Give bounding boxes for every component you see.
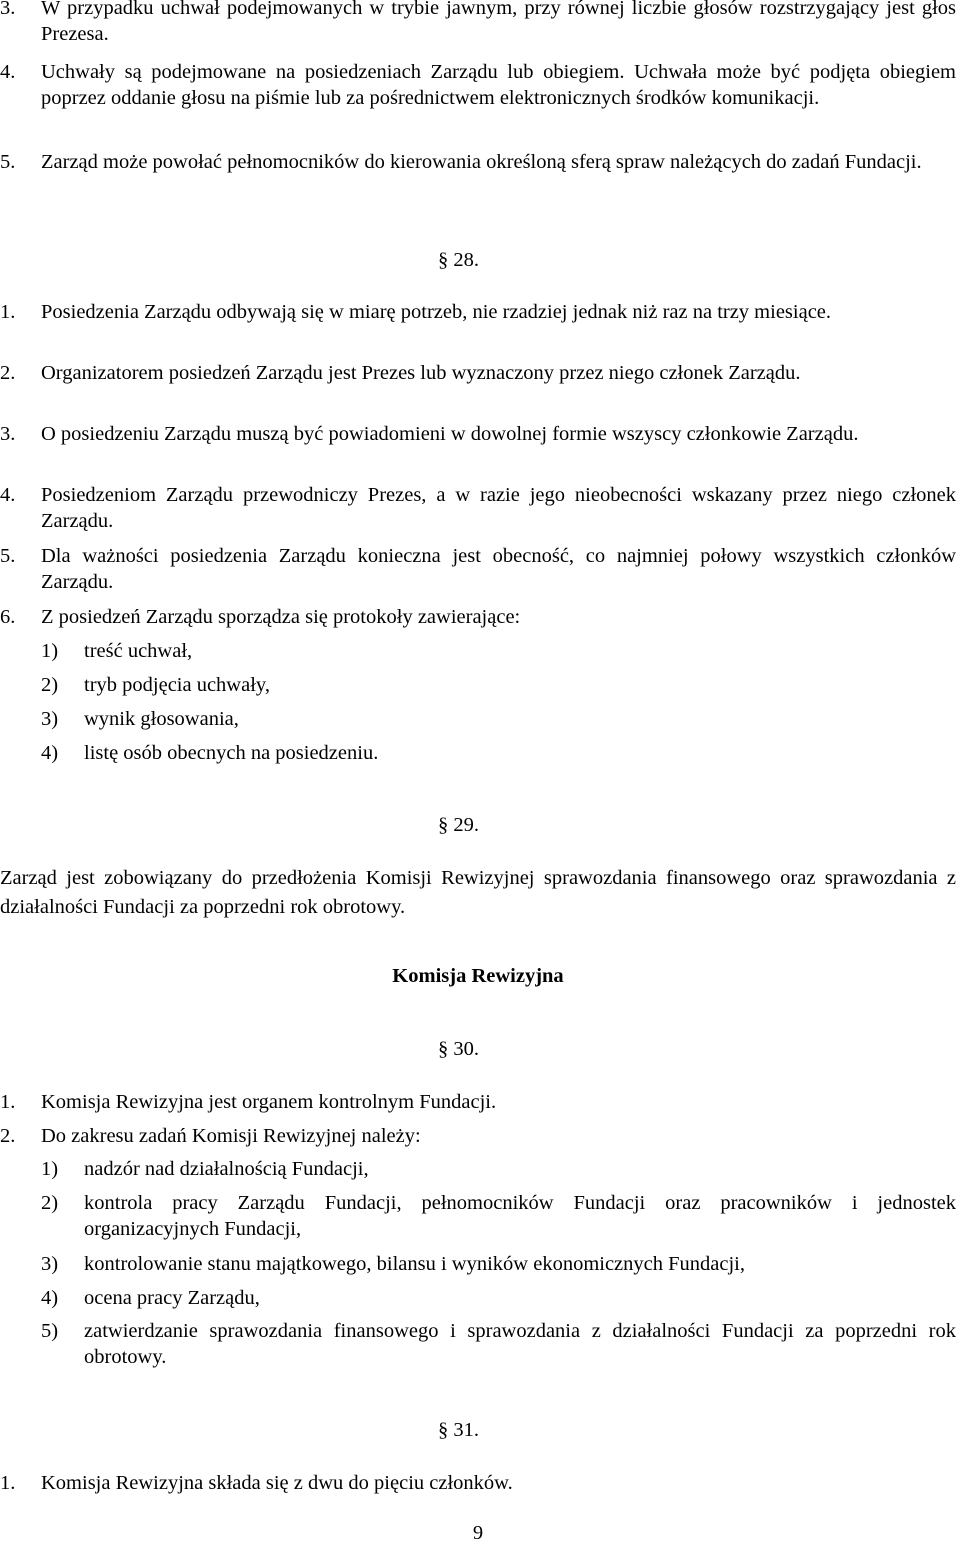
- sub-item-number: 1): [41, 1158, 59, 1180]
- item-number: 4.: [0, 484, 16, 506]
- item-text: W przypadku uchwał podejmowanych w trybie jawnym, przy równej liczbie głosów rozstrzygający jest głos Prezesa.: [41, 0, 956, 45]
- sub-item-number: 4): [41, 1287, 59, 1309]
- list-item: [0, 482, 956, 534]
- item-number: 5.: [0, 151, 16, 173]
- item-number: 3.: [0, 0, 16, 19]
- sub-list-item: [41, 1318, 956, 1370]
- item-number: 6.: [0, 606, 16, 628]
- section-number-30: § 30.: [438, 1038, 479, 1060]
- sub-item-text: wynik głosowania,: [84, 708, 239, 730]
- sub-item-number: 3): [41, 1253, 59, 1275]
- list-item: [0, 149, 956, 175]
- sub-item-number: 5): [41, 1320, 59, 1342]
- item-number: 2.: [0, 1125, 16, 1147]
- list-item: [0, 1470, 956, 1496]
- sub-item-text: tryb podjęcia uchwały,: [84, 674, 270, 696]
- item-text: Komisja Rewizyjna jest organem kontrolnym Fundacji.: [41, 1091, 497, 1113]
- sub-list-item: [41, 672, 956, 698]
- item-text: Organizatorem posiedzeń Zarządu jest Prezes lub wyznaczony przez niego członek Zarządu.: [41, 362, 801, 384]
- list-item: [0, 421, 956, 447]
- item-text: Uchwały są podejmowane na posiedzeniach Zarządu lub obiegiem. Uchwała może być podjęta obiegiem poprzez oddanie głosu na piśmie lub za pośrednictwem elektronicznych środków komunikacji.: [41, 61, 956, 109]
- sub-item-text: ocena pracy Zarządu,: [84, 1287, 260, 1309]
- sub-list-item: [41, 740, 956, 766]
- sub-item-text: zatwierdzanie sprawozdania finansowego i sprawozdania z działalności Fundacji za poprzedni rok obrotowy.: [84, 1320, 956, 1368]
- item-text: Zarząd może powołać pełnomocników do kierowania określoną sferą spraw należących do zadań Fundacji.: [41, 151, 922, 173]
- section-number-29: § 29.: [438, 814, 479, 836]
- sub-item-number: 1): [41, 640, 59, 662]
- sub-item-number: 3): [41, 708, 59, 730]
- paragraph-text: Zarząd jest zobowiązany do przedłożenia Komisji Rewizyjnej sprawozdania finansowego oraz sprawozdania z działalności Fundacji za poprzedni rok obrotowy.: [0, 867, 956, 918]
- sub-list-item: [41, 1156, 956, 1182]
- sub-item-text: nadzór nad działalnością Fundacji,: [84, 1158, 369, 1180]
- item-text: Z posiedzeń Zarządu sporządza się protokoły zawierające:: [41, 606, 521, 628]
- list-item: [0, 604, 956, 630]
- sub-list-item: [41, 638, 956, 664]
- sub-item-text: treść uchwał,: [84, 640, 193, 662]
- item-number: 3.: [0, 423, 16, 445]
- section-number-28: § 28.: [438, 249, 479, 271]
- sub-item-text: kontrolowanie stanu majątkowego, bilansu i wyników ekonomicznych Fundacji,: [84, 1253, 745, 1275]
- sub-list-item: [41, 706, 956, 732]
- item-number: 1.: [0, 301, 16, 323]
- sub-item-text: kontrola pracy Zarządu Fundacji, pełnomocników Fundacji oraz pracowników i jednostek organizacyjnych Fundacji,: [84, 1192, 956, 1240]
- list-item: [0, 360, 956, 386]
- sub-list-item: [41, 1251, 956, 1277]
- item-text: Posiedzenia Zarządu odbywają się w miarę potrzeb, nie rzadziej jednak niż raz na trzy miesiące.: [41, 301, 832, 323]
- item-text: Do zakresu zadań Komisji Rewizyjnej należy:: [41, 1125, 421, 1147]
- list-item: [0, 1123, 956, 1149]
- list-item: [0, 299, 956, 325]
- item-text: Posiedzeniom Zarządu przewodniczy Prezes, a w razie jego nieobecności wskazany przez niego członek Zarządu.: [41, 484, 956, 532]
- section-number-31: § 31.: [438, 1419, 479, 1441]
- list-item: [0, 59, 956, 111]
- item-number: 5.: [0, 545, 16, 567]
- item-text: O posiedzeniu Zarządu muszą być powiadomieni w dowolnej formie wszyscy członkowie Zarządu.: [41, 423, 859, 445]
- sub-list-item: [41, 1190, 956, 1242]
- sub-item-number: 2): [41, 674, 59, 696]
- item-text: Dla ważności posiedzenia Zarządu konieczna jest obecność, co najmniej połowy wszystkich członków Zarządu.: [41, 545, 956, 593]
- sub-item-number: 4): [41, 742, 59, 764]
- item-number: 4.: [0, 61, 16, 83]
- page-number: 9: [472, 1522, 484, 1544]
- item-number: 2.: [0, 362, 16, 384]
- section-heading: Komisja Rewizyjna: [392, 965, 564, 987]
- item-number: 1.: [0, 1091, 16, 1113]
- sub-list-item: [41, 1285, 956, 1311]
- list-item: [0, 1089, 956, 1115]
- sub-item-text: listę osób obecnych na posiedzeniu.: [84, 742, 379, 764]
- list-item: [0, 0, 956, 47]
- list-item: [0, 543, 956, 595]
- sub-item-number: 2): [41, 1192, 59, 1214]
- item-number: 1.: [0, 1472, 16, 1494]
- item-text: Komisja Rewizyjna składa się z dwu do pięciu członków.: [41, 1472, 513, 1494]
